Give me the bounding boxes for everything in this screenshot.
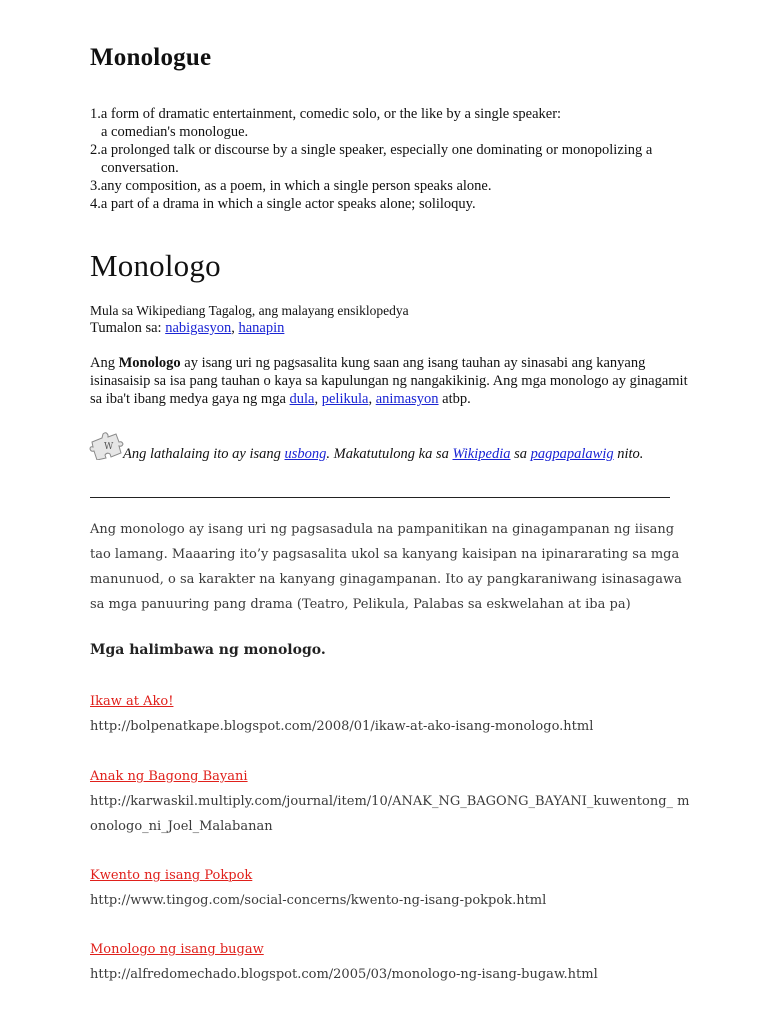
definition-text: 4.a part of a drama in which a single actor speaks alone; soliloquy. [90,196,476,212]
examples-heading: Mga halimbawa ng monologo. [90,642,326,658]
definition-item [90,177,690,195]
tagalog-title: Monologo [90,248,221,283]
stub-middle: sa [510,446,531,462]
puzzle-piece-icon [88,430,124,460]
definition-text: 3.any composition, as a poem, in which a single person speaks alone. [90,178,492,194]
definition-continuation: conversation. [101,160,179,176]
definition-text: 1.a form of dramatic entertainment, comedic solo, or the like by a single speaker: [90,106,562,122]
jump-separator: , [231,320,239,336]
english-title: Monologue [90,44,212,71]
example-url: http://bolpenatkape.blogspot.com/2008/01/ikaw-at-ako-isang-monologo.html [90,719,594,734]
wikipedia-source-line: Mula sa Wikipediang Tagalog, ang malayang ensiklopedya [90,303,409,318]
stub-suffix: nito. [613,446,644,462]
definition-item [90,195,690,213]
intro-sep: , [314,391,322,407]
example-link-kwento-ng-isang-pokpok[interactable]: Kwento ng isang Pokpok [90,868,253,883]
stub-prefix: Ang lathalaing ito ay isang [123,446,285,462]
definition-item [90,141,690,177]
svg-text:W: W [104,442,114,452]
jump-label: Tumalon sa: [90,320,166,336]
jump-to-line [90,319,284,337]
animasyon-link[interactable]: animasyon [375,391,439,407]
intro-sep: , [368,391,376,407]
definition-item [90,105,690,141]
intro-suffix: atbp. [438,391,471,407]
intro-prefix: Ang [90,355,119,371]
essay-paragraph: Ang monologo ay isang uri ng pagsasadula na pampanitikan na ginagampanan ng iisang tao lamang. Maaaring ito’y pagsasalita ukol sa kanyang kaisipan na ipinararating sa mga manunuod, o sa karakter na kanyang ginagampanan. Ito ay pangkaraniwang isinasagawa sa mga panuuring pang drama (Teatro, Pelikula, Palabas sa eskwelahan at iba pa) [90,522,682,612]
example-link-ikaw-at-ako[interactable]: Ikaw at Ako! [90,694,174,709]
wikipedia-link[interactable]: Wikipedia [452,446,511,462]
pagpapalawig-link[interactable]: pagpapalawig [530,446,614,462]
stub-notice [123,446,643,463]
intro-text: ay isang uri ng pagsasalita kung saan ang isang tauhan ay sinasabi ang kanyang isinasaisip sa isa pang tauhan o kaya sa kapulungan ng nangakikinig. Ang mga monologo ay ginagamit sa iba't ibang medya gaya ng mga [90,355,688,407]
horizontal-divider [90,497,670,498]
stub-middle: . Makatutulong ka sa [326,446,453,462]
intro-bold-term: Monologo [118,355,181,371]
definition-text: 2.a prolonged talk or discourse by a single speaker, especially one dominating or monopolizing a [90,142,653,158]
navigation-link[interactable]: nabigasyon [165,320,232,336]
example-link-anak-ng-bagong-bayani[interactable]: Anak ng Bagong Bayani [90,769,248,784]
search-link[interactable]: hanapin [238,320,285,336]
example-url: http://karwaskil.multiply.com/journal/item/10/ANAK_NG_BAGONG_BAYANI_kuwentong_ monologo_ni_Joel_Malabanan [90,794,690,834]
intro-paragraph [90,354,690,408]
example-link-monologo-ng-isang-bugaw[interactable]: Monologo ng isang bugaw [90,942,264,957]
definition-continuation: a comedian's monologue. [101,124,249,140]
example-url: http://www.tingog.com/social-concerns/kwento-ng-isang-pokpok.html [90,893,547,908]
dula-link[interactable]: dula [289,391,315,407]
definition-list [90,105,690,213]
usbong-link[interactable]: usbong [284,446,327,462]
example-url: http://alfredomechado.blogspot.com/2005/03/monologo-ng-isang-bugaw.html [90,967,598,982]
pelikula-link[interactable]: pelikula [321,391,369,407]
